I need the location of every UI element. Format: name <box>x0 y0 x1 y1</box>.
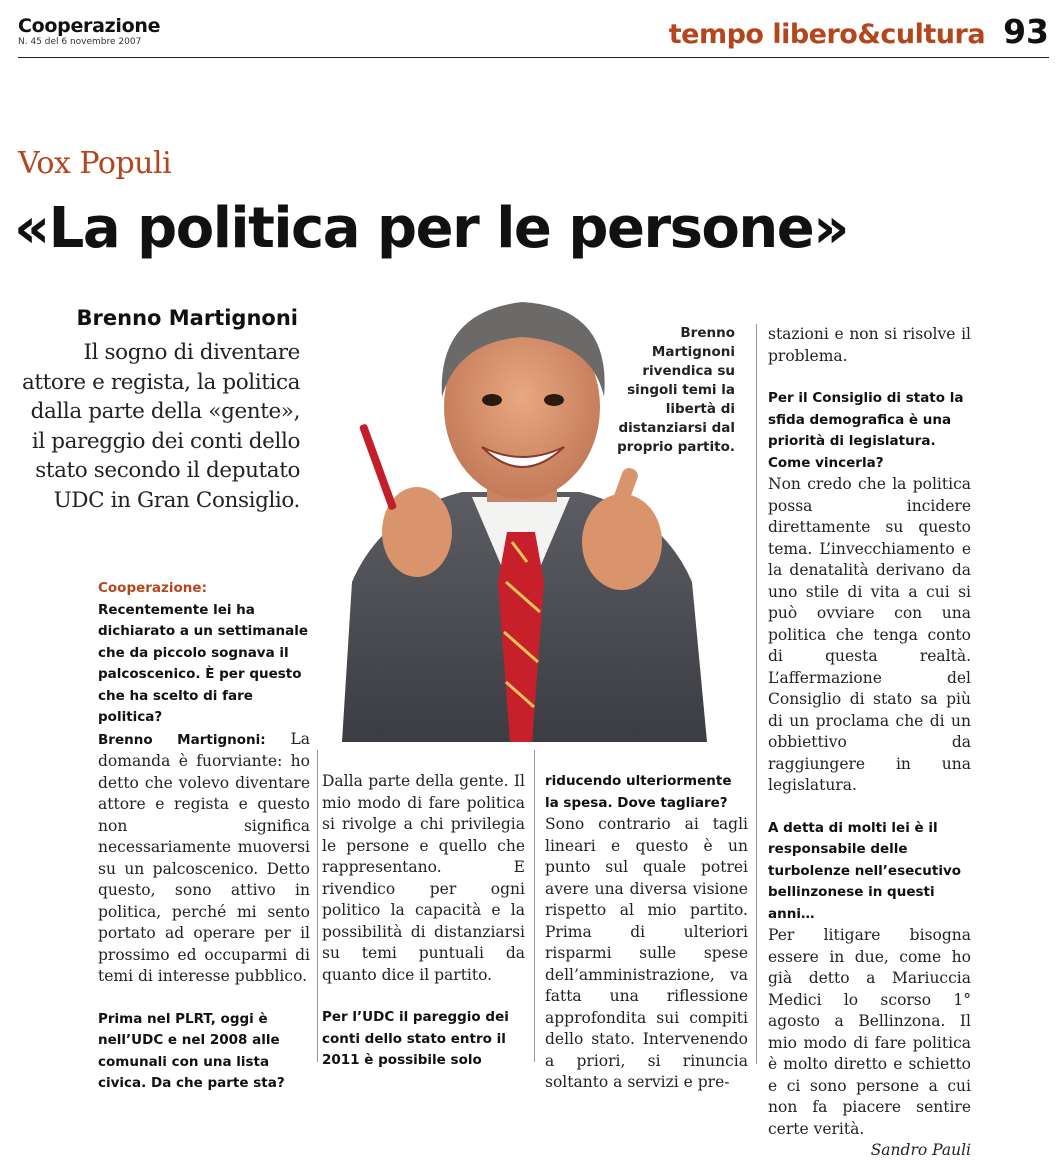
column-divider <box>756 324 757 1064</box>
answer-1-text: La domanda è fuorviante: ho detto che volevo diventare attore e regista e questo non significa necessariamente muoversi su un palcoscenico. Detto questo, sono attivo in politica, perché mi sento portato ad operare per il prossimo ed occuparmi di temi di interesse pubblico. <box>98 729 310 985</box>
answer-3: Sono contrario ai tagli lineari e questo è un punto sul quale potrei avere una diversa visione rispetto al mio partito. Prima di ulteriori risparmi sulle spese dell’amministrazione, va fatta una riflessione approfondita sui compiti dello stato. Intervenendo a priori, si rinuncia soltanto a servizi e pre- <box>545 815 748 1091</box>
question-3: Per l’UDC il pareggio dei conti dello stato entro il 2011 è possibile solo <box>322 1009 509 1068</box>
article-column-1 <box>98 578 310 1095</box>
masthead-left <box>18 16 160 48</box>
question-3-continued: riducendo ulteriormente la spesa. Dove tagliare? <box>545 773 732 811</box>
interviewee-label: Brenno Martignoni: <box>98 731 266 748</box>
article-column-3 <box>545 771 748 1094</box>
section-title: tempo libero&cultura <box>668 19 986 50</box>
article-signature: Sandro Pauli <box>870 1141 971 1159</box>
question-1-text: Recentemente lei ha dichiarato a un settimanale che da piccolo sognava il palcoscenico. È per questo che ha scelto di fare politica? <box>98 601 308 725</box>
publication-name: Cooperazione <box>18 15 161 37</box>
question-4: Per il Consiglio di stato la sfida demografica è una priorità di legislatura. Come vincerla? <box>768 390 964 471</box>
question-1 <box>98 578 310 729</box>
interviewer-label: Cooperazione: <box>98 580 207 596</box>
column-divider <box>317 750 318 1062</box>
article-kicker: Vox Populi <box>18 146 172 181</box>
page-number: 93 <box>1003 12 1049 51</box>
header-divider <box>18 57 1049 58</box>
question-2: Prima nel PLRT, oggi è nell’UDC e nel 2008 alle comunali con una lista civica. Da che parte sta? <box>98 1010 285 1091</box>
masthead-right <box>669 12 1049 51</box>
column-divider <box>534 750 535 1062</box>
answer-3-continued: stazioni e non si risolve il problema. <box>768 325 971 365</box>
article-headline: «La politica per le persone» <box>14 196 848 261</box>
issue-date: N. 45 del 6 novembre 2007 <box>18 37 142 47</box>
answer-2: Dalla parte della gente. Il mio modo di fare politica si rivolge a chi privilegia le persone e quello che rappresentano. E rivendico per ogni politico la capacità e la possibilità di distanziarsi su temi puntuali da quanto dice il partito. <box>322 772 525 984</box>
answer-1 <box>98 729 310 988</box>
article-standfirst: Il sogno di diventare attore e regista, la politica dalla parte della «gente», il pareggio dei conti dello stato secondo il deputato UDC in Gran Consiglio. <box>22 340 300 513</box>
article-author: Brenno Martignoni <box>76 306 298 330</box>
photo-caption: Brenno Martignoni rivendica su singoli temi la libertà di distanziarsi dal proprio partito. <box>617 325 735 455</box>
article-column-2 <box>322 771 525 1072</box>
answer-5: Per litigare bisogna essere in due, come ho già detto a Mariuccia Medici lo scorso 1° agosto a Bellinzona. Il mio modo di fare politica è molto diretto e schietto e ci sono persone a cui non fa piacere sentire certe verità. <box>768 926 971 1138</box>
article-column-4 <box>768 324 971 1162</box>
question-5: A detta di molti lei è il responsabile delle turbolenze nell’esecutivo bellinzonese in questi anni… <box>768 819 962 922</box>
answer-4: Non credo che la politica possa incidere direttamente su questo tema. L’invecchiamento e la denatalità derivano da uno stile di vita a cui si può ovviare con una politica che tenga conto di questa realtà. L’affermazione del Consiglio di stato sa più di un proclama che di un obbiettivo da raggiungere in una legislatura. <box>768 475 971 794</box>
